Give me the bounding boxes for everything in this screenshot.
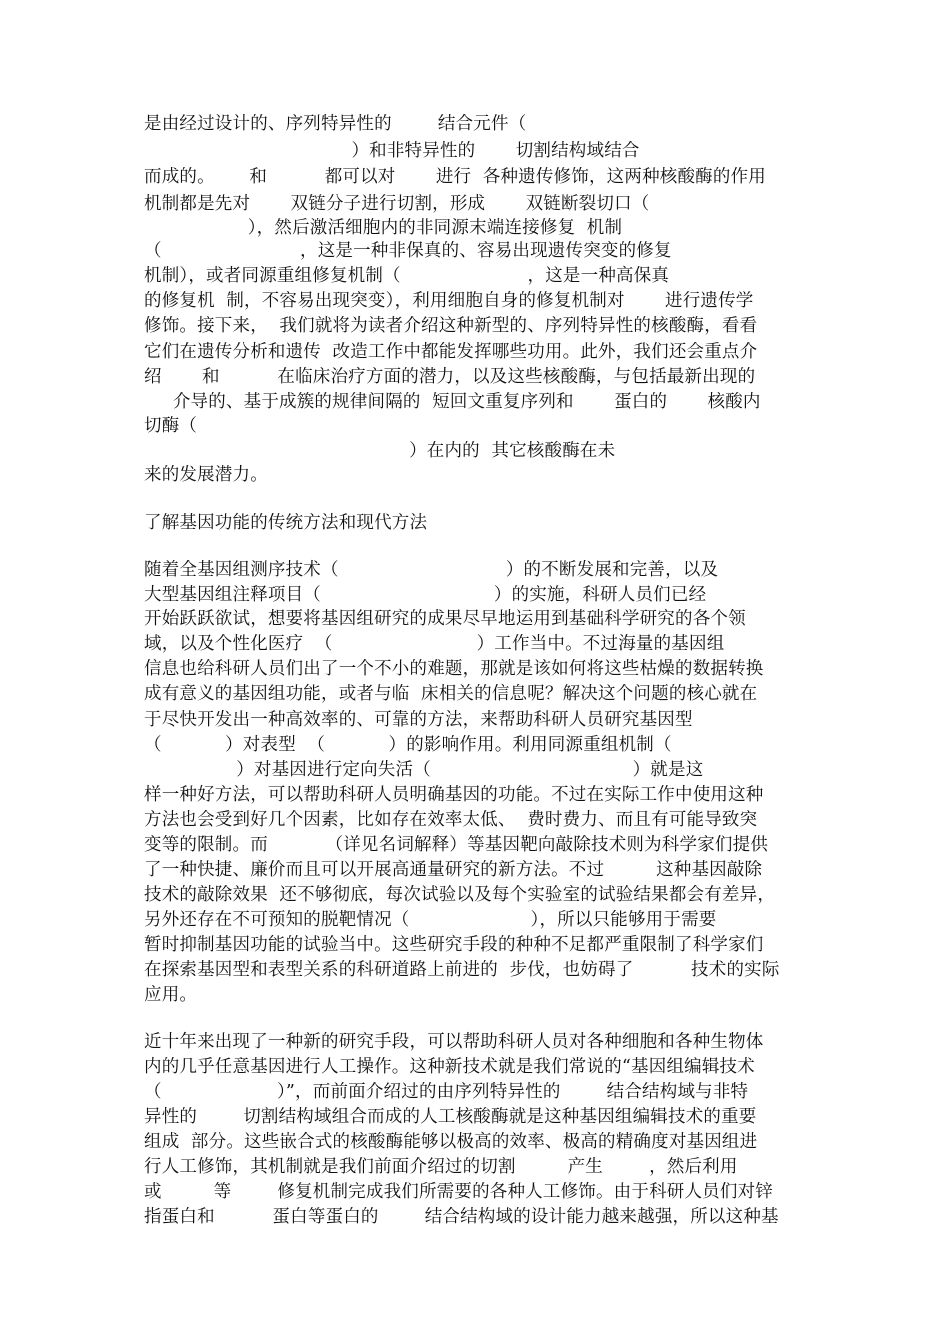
text-line: （ ）对表型 （ ）的影响作用。利用同源重组机制（	[144, 735, 672, 755]
text-line: 来的发展潜力。	[144, 465, 268, 485]
text-line: 机制都是先对 双链分子进行切割，形成 双链断裂切口（	[144, 194, 650, 214]
text-line: ），然后激活细胞内的非同源末端连接修复 机制	[144, 218, 623, 238]
text-line: 内的几乎任意基因进行人工操作。这种新技术就是我们常说的“基因组编辑技术	[144, 1057, 755, 1077]
text-line: 它们在遗传分析和遗传 改造工作中都能发挥哪些功用。此外，我们还会重点介	[144, 342, 758, 362]
text-line: 开始跃跃欲试，想要将基因组研究的成果尽早地运用到基础科学研究的各个领	[144, 609, 746, 629]
text-line: （ ，这是一种非保真的、容易出现遗传突变的修复	[144, 241, 672, 261]
text-line: ）在内的 其它核酸酶在未	[144, 441, 616, 461]
text-line: 信息也给科研人员们出了一个不小的难题，那就是该如何将这些枯燥的数据转换	[144, 659, 764, 679]
text-line: 样一种好方法，可以帮助科研人员明确基因的功能。不过在实际工作中使用这种	[144, 785, 764, 805]
text-line: 于尽快开发出一种高效率的、可靠的方法，来帮助科研人员研究基因型	[144, 710, 693, 730]
text-line: 的修复机 制，不容易出现突变），利用细胞自身的修复机制对 进行遗传学	[144, 291, 754, 311]
text-line: 或 等 修复机制完成我们所需要的各种人工修饰。由于科研人员们对锌	[144, 1182, 773, 1202]
text-line: 应用。	[144, 985, 198, 1005]
text-line: 方法也会受到好几个因素，比如存在效率太低、 费时费力、而且有可能导致突	[144, 810, 758, 830]
text-line: 在探索基因型和表型关系的科研道路上前进的 步伐，也妨碍了 技术的实际	[144, 960, 780, 980]
text-line: 是由经过设计的、序列特异性的 结合元件（	[144, 114, 527, 134]
text-line: 变等的限制。而 （详见名词解释）等基因靶向敲除技术则为科学家们提供	[144, 835, 769, 855]
text-line: 组成 部分。这些嵌合式的核酸酶能够以极高的效率、极高的精确度对基因组进	[144, 1132, 758, 1152]
text-line: （ ）”，而前面介绍过的由序列特异性的 结合结构域与非特	[144, 1082, 749, 1102]
text-line: 介导的、基于成簇的规律间隔的 短回文重复序列和 蛋白的 核酸内	[144, 392, 761, 412]
text-line: 大型基因组注释项目（ ）的实施，科研人员们已经	[144, 585, 707, 605]
text-line: 行人工修饰，其机制就是我们前面介绍过的切割 产生 ，然后利用	[144, 1157, 738, 1177]
text-line: 暂时抑制基因功能的试验当中。这些研究手段的种种不足都严重限制了科学家们	[144, 935, 764, 955]
text-line: 成有意义的基因组功能，或者与临 床相关的信息呢？解决这个问题的核心就在	[144, 684, 758, 704]
text-line: 机制），或者同源重组修复机制（ ，这是一种高保真	[144, 266, 670, 286]
text-line: ）对基因进行定向失活（ ）就是这	[144, 760, 704, 780]
text-line: 随着全基因组测序技术（ ）的不断发展和完善，以及	[144, 560, 719, 580]
text-line: 技术的敲除效果 还不够彻底，每次试验以及每个实验室的试验结果都会有差异，	[144, 885, 776, 905]
text-line: 指蛋白和 蛋白等蛋白的 结合结构域的设计能力越来越强，所以这种基	[144, 1207, 779, 1227]
text-line: ）和非特异性的 切割结构域结合	[144, 141, 640, 161]
text-line: 修饰。接下来， 我们就将为读者介绍这种新型的、序列特异性的核酸酶，看看	[144, 316, 758, 336]
text-line: 而成的。 和 都可以对 进行 各种遗传修饰，这两种核酸酶的作用	[144, 167, 766, 187]
text-line: 切酶（	[144, 416, 198, 436]
text-line: 绍 和 在临床治疗方面的潜力，以及这些核酸酶，与包括最新出现的	[144, 367, 756, 387]
text-line: 另外还存在不可预知的脱靶情况（ ），所以只能够用于需要	[144, 910, 717, 930]
section-heading: 了解基因功能的传统方法和现代方法	[144, 513, 428, 533]
text-line: 域，以及个性化医疗 （ ）工作当中。不过海量的基因组	[144, 634, 725, 654]
text-line: 异性的 切割结构域组合而成的人工核酸酶就是这种基因组编辑技术的重要	[144, 1107, 757, 1127]
text-line: 近十年来出现了一种新的研究手段，可以帮助科研人员对各种细胞和各种生物体	[144, 1032, 764, 1052]
text-line: 了一种快捷、廉价而且可以开展高通量研究的新方法。不过 这种基因敲除	[144, 860, 763, 880]
